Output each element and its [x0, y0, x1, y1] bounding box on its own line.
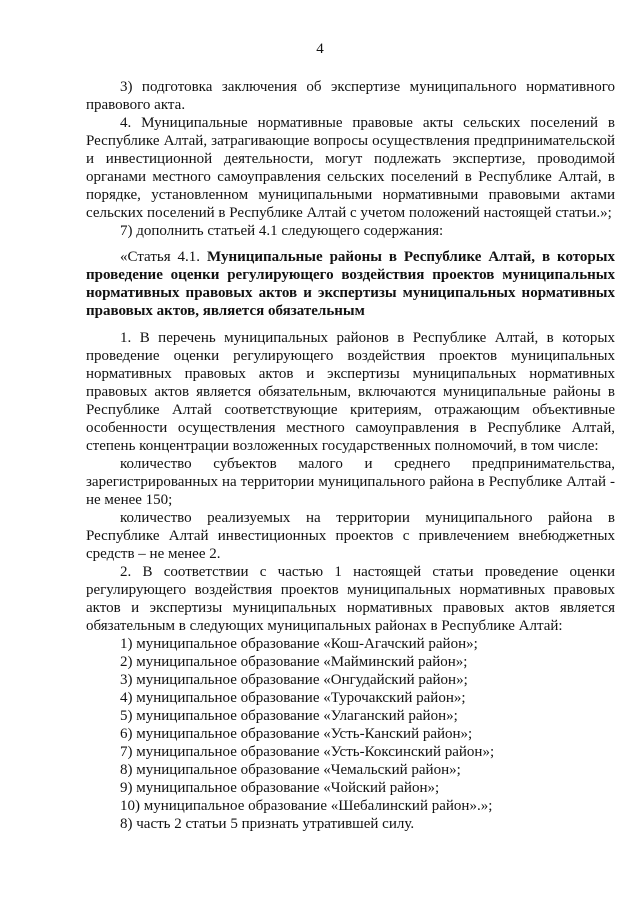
- document-body: [86, 78, 615, 833]
- page-number: 4: [316, 41, 324, 57]
- paragraph-item-3: 3) подготовка заключения об экспертизе муниципального нормативного правового акта.: [86, 79, 615, 113]
- district-item: 10) муниципальное образование «Шебалинский район».»;: [120, 798, 493, 814]
- article-number: «Статья 4.1.: [120, 249, 201, 265]
- district-item: 8) муниципальное образование «Чемальский район»;: [120, 762, 461, 778]
- article-part-2: 2. В соответствии с частью 1 настоящей статьи проведение оценки регулирующего воздействия проектов муниципальных нормативных правовых актов и экспертизы муниципальных нормативных правовых актов является обязательным в следующих муниципальных районах в Республике Алтай:: [86, 564, 615, 634]
- criterion-small-business: количество субъектов малого и среднего предпринимательства, зарегистрированных на территории муниципального района в Республике Алтай - не менее 150;: [86, 456, 615, 508]
- district-item: 5) муниципальное образование «Улаганский район»;: [120, 708, 458, 724]
- district-item: 2) муниципальное образование «Майминский район»;: [120, 654, 468, 670]
- paragraph-part-4: 4. Муниципальные нормативные правовые акты сельских поселений в Республике Алтай, затрагивающие вопросы осуществления предпринимательской и инвестиционной деятельности, могут подлежать экспертизе, проводимой органами местного самоуправления сельских поселений в Республике Алтай, в порядке, установленном муниципальными нормативными правовыми актами сельских поселений в Республике Алтай с учетом положений настоящей статьи.»;: [86, 115, 615, 221]
- district-item: 7) муниципальное образование «Усть-Коксинский район»;: [120, 744, 495, 760]
- paragraph-item-7: 7) дополнить статьей 4.1 следующего содержания:: [120, 223, 444, 239]
- final-amendment: 8) часть 2 статьи 5 признать утратившей силу.: [120, 816, 415, 832]
- criterion-investment-projects: количество реализуемых на территории муниципального района в Республике Алтай инвестиционных проектов с привлечением внебюджетных средств – не менее 2.: [86, 510, 615, 562]
- district-item: 9) муниципальное образование «Чойский район»;: [120, 780, 440, 796]
- district-item: 1) муниципальное образование «Кош-Агачский район»;: [120, 636, 478, 652]
- article-title: Муниципальные районы в Республике Алтай, в которых проведение оценки регулирующего воздействия проектов муниципальных нормативных правовых актов и экспертизы муниципальных нормативных правовых актов, является обязательным: [86, 249, 615, 319]
- district-item: 4) муниципальное образование «Турочакский район»;: [120, 690, 466, 706]
- district-list: [86, 635, 615, 815]
- district-item: 6) муниципальное образование «Усть-Канский район»;: [120, 726, 473, 742]
- district-item: 3) муниципальное образование «Онгудайский район»;: [120, 672, 468, 688]
- article-part-1: 1. В перечень муниципальных районов в Республике Алтай, в которых проведение оценки регулирующего воздействия проектов муниципальных нормативных правовых актов и экспертизы муниципальных нормативных правовых актов является обязательным, включаются муниципальные районы в Республике Алтай соответствующие критериям, отражающим объективные особенности осуществления местного самоуправления в Республике Алтай, степень концентрации возложенных государственных полномочий, в том числе:: [86, 330, 615, 454]
- article-heading: [86, 248, 615, 320]
